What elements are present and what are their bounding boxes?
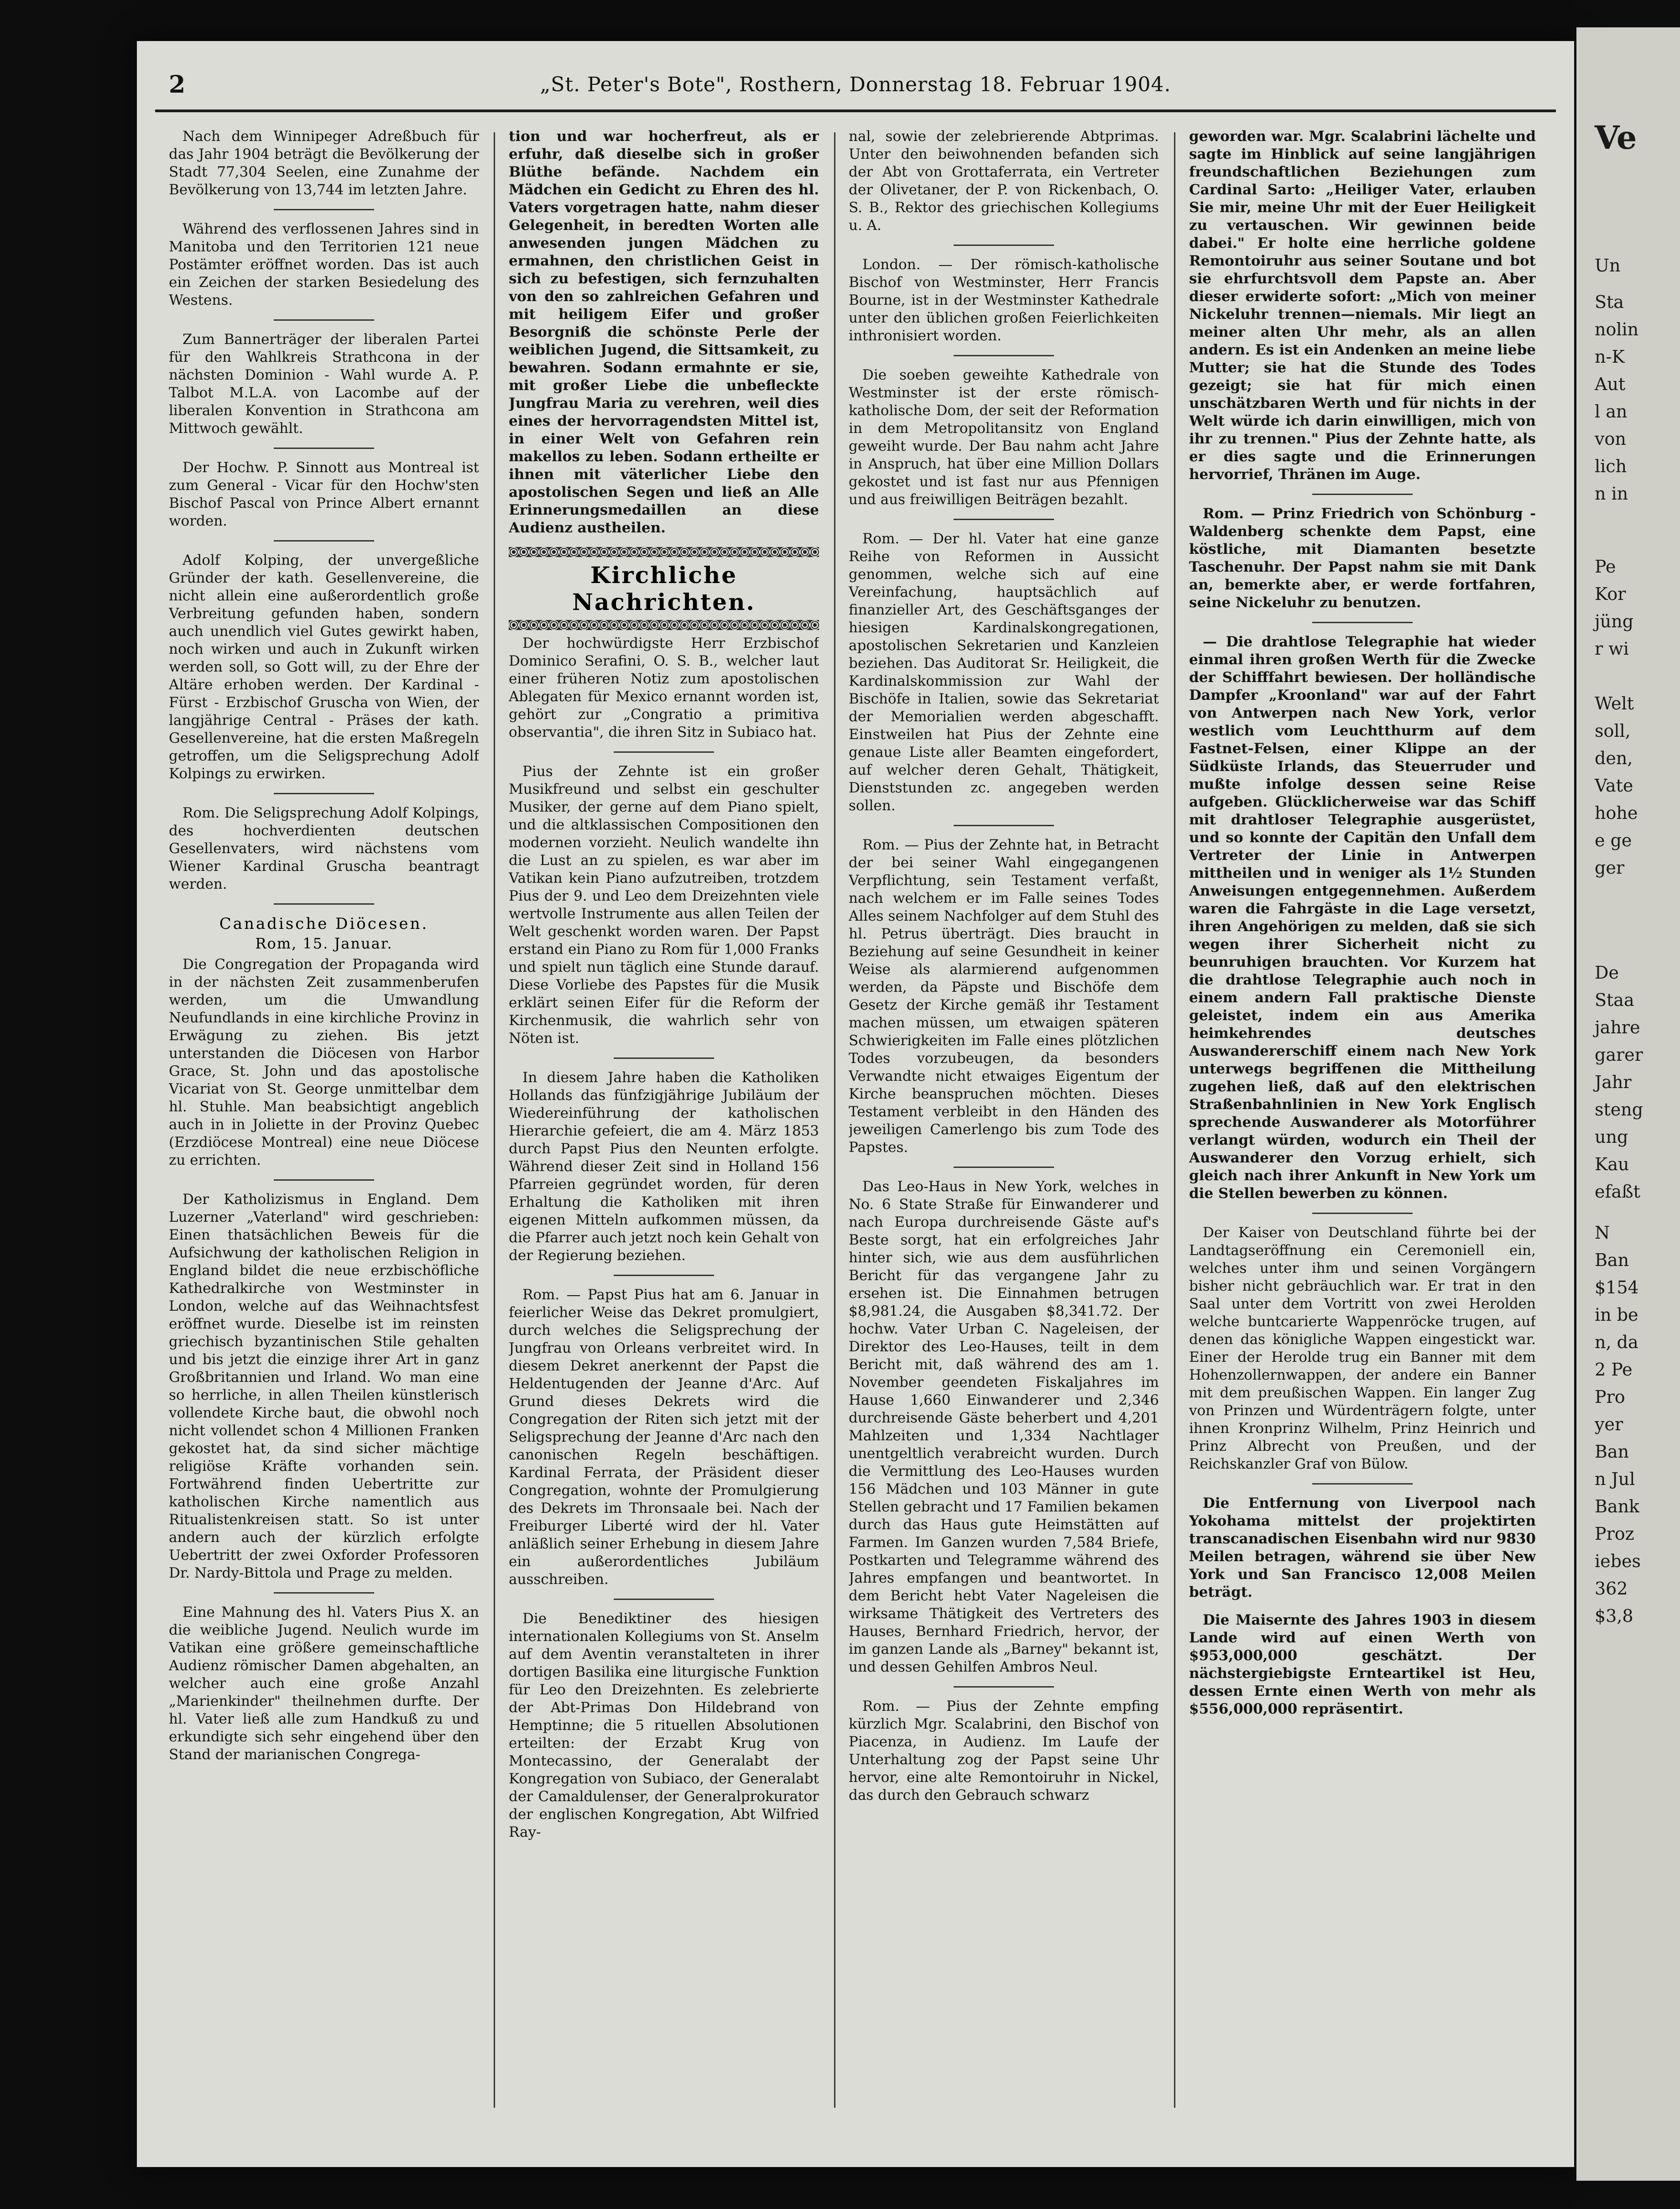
edge-text-fragment: yer xyxy=(1595,1414,1623,1434)
news-item: Rom. Die Seligsprechung Adolf Kolpings, des hochverdienten deutschen Gesellenvaters, wird nächstens vom Wiener Kardinal Gruscha beantragt werden. xyxy=(169,805,479,892)
edge-text-fragment: hohe xyxy=(1595,803,1638,823)
dateline: Rom, 15. Januar. xyxy=(255,935,393,952)
news-item: Während des verflossenen Jahres sind in Manitoba und den Territorien 121 neue Postämter eröffnet worden. Das ist auch ein Zeichen der starken Besiedelung des Westens. xyxy=(169,221,479,308)
edge-text-fragment: lich xyxy=(1595,456,1627,476)
edge-text-fragment: iebes xyxy=(1595,1551,1641,1571)
ornament-border xyxy=(509,547,819,557)
news-item: Der Hochw. P. Sinnott aus Montreal ist zum General - Vicar für den Hochw'sten Bischof Pascal von Prince Albert ernannt worden. xyxy=(169,459,479,529)
edge-text-fragment: jüng xyxy=(1595,611,1634,631)
divider xyxy=(954,1167,1054,1168)
edge-text-fragment: efaßt xyxy=(1595,1182,1640,1202)
divider xyxy=(274,540,374,542)
edge-text-fragment: ger xyxy=(1595,858,1624,878)
news-item: Nach dem Winnipeger Adreßbuch für das Jahr 1904 beträgt die Bevölkerung der Stadt 77,304 Seelen, eine Zunahme der Bevölkerung von 13,744 im letzten Jahre. xyxy=(169,128,479,198)
article-heading: Canadische Diöcesen. xyxy=(219,915,429,933)
edge-text-fragment: n Jul xyxy=(1595,1469,1635,1489)
news-item: Die Congregation der Propaganda wird in der nächsten Zeit zusammenberufen werden, um die Umwandlung Neufundlands in eine kirchliche Provinz in Erwägung zu ziehen. Bis jetzt unterstanden die Diöcesen von Harbor Grace, St. John und das apostolische Vicariat von St. George unmittelbar dem hl. Stuhle. Man beabsichtigt angeblich auch in in Joliette in der Provinz Quebec (Erzdiöcese Montreal) eine neue Diöcese zu errichten. xyxy=(169,956,479,1168)
edge-text-fragment: n, da xyxy=(1595,1332,1638,1352)
edge-text-fragment: Ban xyxy=(1595,1442,1629,1462)
column-rule xyxy=(1174,132,1175,2108)
news-item: Der Kaiser von Deutschland führte bei der Landtagseröffnung ein Ceremoniell ein, welches unter ihm und seinen Vorgängern bisher nicht gebräuchlich war. Er trat in den Saal unter dem Vortritt von zwei Herolden welche buntcarierte Wappenröcke trugen, auf denen das königliche Wappen eingestickt war. Einer der Herolde trug ein Banner mit dem Hohenzollernwappen, der andere ein Banner mit dem preußischen Wappen. Ein langer Zug von Prinzen und Würdenträgern folgte, unter ihnen Kronprinz Wilhelm, Prinz Heinrich und Prinz Albrecht von Preußen, und der Reichskanzler Graf von Bülow. xyxy=(1189,1224,1536,1472)
edge-text-fragment: garer xyxy=(1595,1045,1643,1065)
edge-text-fragment: soll, xyxy=(1595,721,1631,741)
divider xyxy=(614,1275,714,1276)
edge-text-fragment: Sta xyxy=(1595,292,1624,312)
masthead: „St. Peter's Bote", Rosthern, Donnerstag 18. Februar 1904. xyxy=(540,73,1171,96)
column-4 xyxy=(1189,128,1536,2117)
edge-text-fragment: von xyxy=(1595,429,1626,449)
news-item: Rom. — Pius der Zehnte hat, in Betracht der bei seiner Wahl eingegangenen Verpflichtung, sein Testament verfaßt, nach welchem er im Falle seines Todes Alles seinem Nachfolger auf dem Stuhl des hl. Petrus überträgt. Dies braucht in Beziehung auf seine Gesundheit in keiner Weise als alarmierend aufgenommen werden, da Päpste und Bischöfe dem Gesetz der Kirche gemäß ihr Testament machen müssen, um etwaigen späteren Schwierigkeiten im Falle eines plötzlichen Todes vorzubeugen, da besonders Verwandte nicht etwaiges Eigentum der Kirche beanspruchen möchten. Dieses Testament verbleibt in den Händen des jeweiligen Camerlengo bis zum Tode des Papstes. xyxy=(849,837,1159,1156)
edge-text-fragment: l an xyxy=(1595,401,1628,422)
edge-text-fragment: Staa xyxy=(1595,990,1634,1010)
edge-text-fragment: Welt xyxy=(1595,693,1634,714)
edge-text-fragment: Bank xyxy=(1595,1496,1640,1516)
column-3 xyxy=(849,128,1159,2117)
divider xyxy=(614,751,714,753)
edge-text-fragment: Un xyxy=(1595,255,1621,276)
edge-text-fragment: $3,8 xyxy=(1595,1606,1633,1626)
edge-text-fragment: n-K xyxy=(1595,347,1625,367)
ornament-border xyxy=(509,620,819,630)
divider xyxy=(274,448,374,449)
newspaper-page xyxy=(137,41,1574,2167)
edge-text-fragment: Kau xyxy=(1595,1154,1629,1174)
divider xyxy=(954,1686,1054,1688)
news-item: Das Leo-Haus in New York, welches in No. 6 State Straße für Einwanderer und nach Europa durchreisende Gäste auf's Beste sorgt, hat ein erfolgreiches Jahr hinter sich, wie aus dem ausführlichen Bericht für das vergangene Jahr zu ersehen ist. Die Einnahmen betrugen $8,981.24, die Ausgaben $8,341.72. Der hochw. Vater Urban C. Nageleisen, der Direktor des Leo-Hauses, teilt in dem Bericht mit, daß während des am 1. November geendeten Fiskaljahres im Hause 1,660 Einwanderer und 2,346 durchreisende Gäste beherbert und 4,201 Mahlzeiten und 1,334 Nachtlager unentgeltlich verabreicht wurden. Durch die Vermittlung des Leo-Hauses wurden 156 Mädchen und 103 Männer in gute Stellen gebracht und 17 Familien bekamen durch das Haus gute Heimstätten auf Farmen. Im Ganzen wurden 7,584 Briefe, Postkarten und Telegramme während des Jahres empfangen und beantwortet. In dem Bericht hebt Vater Nageleisen die wirksame Thätigkeit des Vertreters des Hauses, Bernhard Friedrich, hervor, der im ganzen Lande als „Barney" bekannt ist, und dessen Gehilfen Ambros Neul. xyxy=(849,1178,1159,1675)
edge-text-fragment: Vate xyxy=(1595,776,1633,796)
divider xyxy=(274,903,374,905)
divider xyxy=(274,1592,374,1594)
divider xyxy=(614,1599,714,1600)
news-item: Rom. — Pius der Zehnte empfing kürzlich Mgr. Scalabrini, den Bischof von Piacenza, in Audienz. Im Laufe der Unterhaltung zog der Papst seine Uhr hervor, eine alte Remontoiruhr in Nickel, das durch den Gebrauch schwarz xyxy=(849,1698,1159,1803)
article-columns xyxy=(169,128,1547,2117)
edge-text-fragment: Pro xyxy=(1595,1387,1625,1407)
column-rule xyxy=(834,132,835,2108)
column-1 xyxy=(169,128,479,2117)
divider xyxy=(954,519,1054,520)
section-heading: Kirchliche Nachrichten. xyxy=(572,562,756,615)
divider xyxy=(1312,1483,1413,1485)
edge-text-fragment: Ve xyxy=(1595,119,1637,156)
edge-text-fragment: $154 xyxy=(1595,1277,1639,1297)
column-2 xyxy=(509,128,819,2117)
divider xyxy=(954,355,1054,356)
adjacent-page-edge xyxy=(1576,27,1680,2181)
news-item: tion und war hocherfreut, als er erfuhr, daß dieselbe sich in großer Blüthe befände. Nachdem ein Mädchen ein Gedicht zu Ehren des hl. Vaters vorgetragen hatte, nahm dieser Gelegenheit, in beredten Worten alle anwesenden jungen Mädchen zu ermahnen, den christlichen Geist in sich zu befestigen, sich fernzuhalten von den so zahlreichen Gefahren und mit heiligem Eifer und großer Besorgniß die schönste Perle der weiblichen Jugend, die Sittsamkeit, zu bewahren. Sodann ermahnte er sie, mit großer Liebe die unbefleckte Jungfrau Maria zu verehren, weil dies eines der hervorragendsten Mittel ist, in einer Welt von Gefahren rein makellos zu leben. Sodann ertheilte er ihnen mit väterlicher Liebe den apostolischen Segen und ließ an Alle Erinnerungsmedaillen an diese Audienz austheilen. xyxy=(509,128,819,536)
divider xyxy=(1312,622,1413,623)
edge-text-fragment: Jahr xyxy=(1595,1072,1632,1092)
news-item: geworden war. Mgr. Scalabrini lächelte und sagte im Hinblick auf seine langjährigen freundschaftlichen Beziehungen zum Cardinal Sarto: „Heiliger Vater, erlauben Sie mir, meine Uhr mit der Euer Heiligkeit zu vertauschen. Wir gewinnen beide dabei." Er holte eine herrliche goldene Remontoiruhr aus seiner Soutane und bot sie ehrfurchtsvoll dem Papste an. Aber dieser erwiderte sofort: „Mich von meiner Nickeluhr trennen—niemals. Mir liegt an meiner alten Uhr mehr, als an allen andern. Es ist ein Andenken an meine liebe Mutter; sie hat die Stunde des Todes gezeigt; sie hat für mich einen unschätzbaren Werth und für nichts in der Welt würde ich darin einwilligen, mich von ihr zu trennen." Pius der Zehnte hatte, als er dies sagte und die Erinnerungen hervorrief, Thränen im Auge. xyxy=(1189,128,1536,483)
edge-text-fragment: e ge xyxy=(1595,830,1632,850)
divider xyxy=(274,209,374,210)
edge-text-fragment: nolin xyxy=(1595,319,1639,339)
page-header xyxy=(155,59,1556,112)
news-item: Die Maisernte des Jahres 1903 in diesem Lande wird auf einen Werth von $953,000,000 geschätzt. Der nächstergiebigste Ernteartikel ist Heu, dessen Ernte einen Werth von mehr als $556,000,000 repräsentirt. xyxy=(1189,1612,1536,1717)
edge-text-fragment: jahre xyxy=(1595,1017,1640,1037)
news-item: Eine Mahnung des hl. Vaters Pius X. an die weibliche Jugend. Neulich wurde im Vatikan eine größere gemeinschaftliche Audienz römischer Damen abgehalten, an welcher auch eine große Anzahl „Marienkinder" theilnehmen durfte. Der hl. Vater ließ alle zum Handkuß zu und erkundigte sich sehr eingehend über den Stand der marianischen Congrega- xyxy=(169,1604,479,1763)
divider xyxy=(274,1179,374,1181)
news-item: Der Katholizismus in England. Dem Luzerner „Vaterland" wird geschrieben: Einen thatsächlichen Beweis für die Aufsichwung der katholischen Religion in England bildet die neue erzbischöfliche Kathedralkirche von Westminster in London, welche auf das Weihnachtsfest eröffnet wurde. Dieselbe ist im reinsten griechisch byzantinischen Stile gehalten und bis jetzt die einzige ihrer Art in ganz Großbritannien und Irland. Wo man eine so herrliche, in allen Theilen künstlerisch vollendete Kirche baut, die obwohl noch nicht vollendet schon 4 Millionen Franken gekostet hat, da sind sicher mächtige religiöse Kräfte vorhanden sein. Fortwährend finden Uebertritte zur katholischen Kirche namentlich aus Ritualistenkreisen statt. So ist unter andern auch der kürzlich erfolgte Uebertritt der zwei Oxforder Professoren Dr. Nardy-Bittola und Prage zu melden. xyxy=(169,1191,479,1581)
edge-text-fragment: in be xyxy=(1595,1305,1638,1325)
news-item: Die Benediktiner des hiesigen internationalen Kollegiums von St. Anselm auf dem Aventin veranstalteten in ihrer dortigen Basilika eine liturgische Funktion für Leo den Dreizehnten. Es zelebrierte der Abt-Primas Don Hildebrand von Hemptinne; die 5 rituellen Absolutionen erteilten: der Erzabt Krug von Montecassino, der Generalabt der Kongregation von Subiaco, der Generalabt der Camaldulenser, der Generalprokurator der englischen Kongregation, Abt Wilfried Ray- xyxy=(509,1610,819,1840)
edge-text-fragment: steng xyxy=(1595,1099,1643,1120)
edge-text-fragment: Proz xyxy=(1595,1524,1634,1544)
news-item: Die soeben geweihte Kathedrale von Westminster ist der erste römisch-katholische Dom, der seit der Reformation in dem Metropolitansitz von England geweiht wurde. Der Bau nahm acht Jahre in Anspruch, hat über eine Million Dollars gekostet und ist fast nur aus Pfennigen und aus freiwilligen Beiträgen bezahlt. xyxy=(849,367,1159,508)
news-item: Rom. — Papst Pius hat am 6. Januar in feierlicher Weise das Dekret promulgiert, durch welches die Seligsprechung der Jungfrau von Orleans verbreitet wird. In diesem Dekret anerkennt der Papst die Heldentugenden der Jeanne d'Arc. Auf Grund dieses Dekrets wird die Congregation der Riten sich jetzt mit der Seligsprechung der Jeanne d'Arc nach den canonischen Regeln beschäftigen. Kardinal Ferrata, der Präsident dieser Congregation, wohnte der Promulgierung des Dekrets im Thronsaale bei. Nach der Freiburger Liberté wird der hl. Vater anläßlich seiner Erhebung in diesem Jahre ein außerordentliches Jubiläum ausschreiben. xyxy=(509,1287,819,1588)
news-item: Rom. — Prinz Friedrich von Schönburg - Waldenberg schenkte dem Papst, eine köstliche, mit Diamanten besetzte Taschenuhr. Der Papst nahm sie mit Dank an, bemerkte aber, er werde fortfahren, seine Nickeluhr zu benutzen. xyxy=(1189,505,1536,611)
divider xyxy=(274,319,374,321)
edge-text-fragment: Pe xyxy=(1595,557,1616,577)
divider xyxy=(1312,494,1413,495)
edge-text-fragment: N xyxy=(1595,1223,1610,1243)
news-item: Pius der Zehnte ist ein großer Musikfreund und selbst ein geschulter Musiker, der gerne auf dem Piano spielt, und die altklassischen Compositionen den modernen vorzieht. Neulich wandelte ihn die Lust an zu spielen, es war aber im Vatikan kein Piano aufzutreiben, trotzdem Pius der 9. und Leo dem Dreizehnten viele wertvolle Instrumente aus allen Teilen der Welt geschenkt worden waren. Der Papst erstand ein Piano zu Rom für 1,000 Franks und spielt nun täglich eine Stunde darauf. Diese Vorliebe des Papstes für die Musik erklärt seinen Eifer für die Reform der Kirchenmusik, die wahrlich sehr von Nöten ist. xyxy=(509,763,819,1047)
edge-text-fragment: n in xyxy=(1595,484,1628,504)
divider xyxy=(614,1058,714,1059)
edge-text-fragment: den, xyxy=(1595,748,1633,768)
divider xyxy=(1312,1213,1413,1214)
divider xyxy=(954,825,1054,826)
edge-text-fragment: ung xyxy=(1595,1127,1628,1147)
news-item: In diesem Jahre haben die Katholiken Hollands das fünfzigjährige Jubiläum der Wiedereinführung der katholischen Hierarchie gefeiert, die am 4. März 1853 durch Papst Pius den Neunten erfolgte. Während dieser Zeit sind in Holland 156 Pfarreien gegründet worden, für deren Erhaltung die Katholiken mit ihren eigenen Mitteln aufkommen müssen, da die Pfarrer auch jetzt noch kein Gehalt von der Regierung beziehen. xyxy=(509,1069,819,1264)
news-item: nal, sowie der zelebrierende Abtprimas. Unter den beiwohnenden befanden sich der Abt von Grottaferrata, ein Vertreter der Olivetaner, der P. von Rickenbach, O. S. B., Rektor des griechischen Kollegiums u. A. xyxy=(849,128,1159,234)
news-item: Zum Bannerträger der liberalen Partei für den Wahlkreis Strathcona in der nächsten Dominion - Wahl wurde A. P. Talbot M.L.A. von Lacombe auf der liberalen Konvention in Strathcona am Mittwoch gewählt. xyxy=(169,331,479,437)
news-item: Der hochwürdigste Herr Erzbischof Dominico Serafini, O. S. B., welcher laut einer früheren Notiz zum apostolischen Ablegaten für Mexico ernannt worden ist, gehört zur „Congratio a primitiva observantia", die ihren Sitz in Subiaco hat. xyxy=(509,635,819,740)
news-item: Rom. — Der hl. Vater hat eine ganze Reihe von Reformen in Aussicht genommen, welche sich auf eine Vereinfachung, hauptsächlich auf finanzieller Art, des Geschäftsganges der hiesigen Kardinalskongregationen, apostolischen Sekretarien und Kanzleien beziehen. Das Auditorat Sr. Heiligkeit, die Kardinalskommission zur Wahl der Bischöfe in Italien, sowie das Sekretariat der Memorialien werden abgeschafft. Einstweilen hat Pius der Zehnte eine genaue Liste aller Beamten eingefordert, auf welcher deren Gehalt, Thätigkeit, Dienststunden zc. angegeben werden sollen. xyxy=(849,531,1159,814)
edge-text-fragment: 362 xyxy=(1595,1579,1628,1599)
news-item: — Die drahtlose Telegraphie hat wieder einmal ihren großen Werth für die Zwecke der Schifffahrt bewiesen. Der holländische Dampfer „Kroonland" war auf der Fahrt von Antwerpen nach New York, verlor westlich vom Leuchtthurm auf dem Fastnet-Felsen, einer Klippe an der Südküste Irlands, das Steuerruder und mußte infolge dessen seine Reise aufgeben. Glücklicherweise war das Schiff mit drahtloser Telegraphie ausgerüstet, und so konnte der Capitän den Unfall dem Vertreter der Linie in Antwerpen mittheilen und in weniger als 1½ Stunden Anweisungen entgegennehmen. Außerdem waren die Fahrgäste in die Lage versetzt, ihren Angehörigen zu melden, daß sie sich wegen ihrer Sicherheit nicht zu beunruhigen brauchten. Vor Kurzem hat die drahtlose Telegraphie auch noch in einem andern Fall praktische Dienste geleistet, indem ein aus Amerika heimkehrendes deutsches Auswandererschiff einem nach New York unterwegs begriffenen die Mittheilung zugehen ließ, daß auf den elektrischen Straßenbahnlinien in New York Englisch sprechende Auswanderer als Motorführer verlangt würden, wodurch ein Theil der Auswanderer den Vorzug erhielt, sich gleich nach ihrer Ankunft in New York um die Stellen bewerben zu können. xyxy=(1189,634,1536,1202)
edge-text-fragment: r wi xyxy=(1595,639,1629,659)
divider xyxy=(954,245,1054,246)
edge-text-fragment: Kor xyxy=(1595,584,1626,604)
news-item: London. — Der römisch-katholische Bischof von Westminster, Herr Francis Bourne, ist in der Westminster Kathedrale unter den üblichen großen Feierlichkeiten inthronisiert worden. xyxy=(849,256,1159,344)
edge-text-fragment: Aut xyxy=(1595,374,1626,394)
edge-text-fragment: 2 Pe xyxy=(1595,1360,1633,1380)
edge-text-fragment: De xyxy=(1595,963,1619,983)
news-item: Die Entfernung von Liverpool nach Yokohama mittelst der projektirten transcanadischen Eisenbahn wird nur 9830 Meilen betragen, während sie über New York und San Francisco 12,008 Meilen beträgt. xyxy=(1189,1495,1536,1600)
news-item: Adolf Kolping, der unvergeßliche Gründer der kath. Gesellenvereine, die nicht allein eine außerordentlich große Verbreitung gefunden haben, sondern auch unendlich viel Gutes gewirkt haben, noch wirken und auch in Zukunft wirken werden soll, so Gott will, zu der Ehre der Altäre erhoben werden. Der Kardinal - Fürst - Erzbischof Gruscha von Wien, der langjährige Central - Präses der kath. Gesellenvereine, hat die ersten Maßregeln getroffen, um die Seligsprechung Adolf Kolpings zu erwirken. xyxy=(169,552,479,782)
divider xyxy=(274,793,374,794)
column-rule xyxy=(494,132,495,2108)
edge-text-fragment: Ban xyxy=(1595,1250,1629,1270)
page-number: 2 xyxy=(169,71,186,99)
